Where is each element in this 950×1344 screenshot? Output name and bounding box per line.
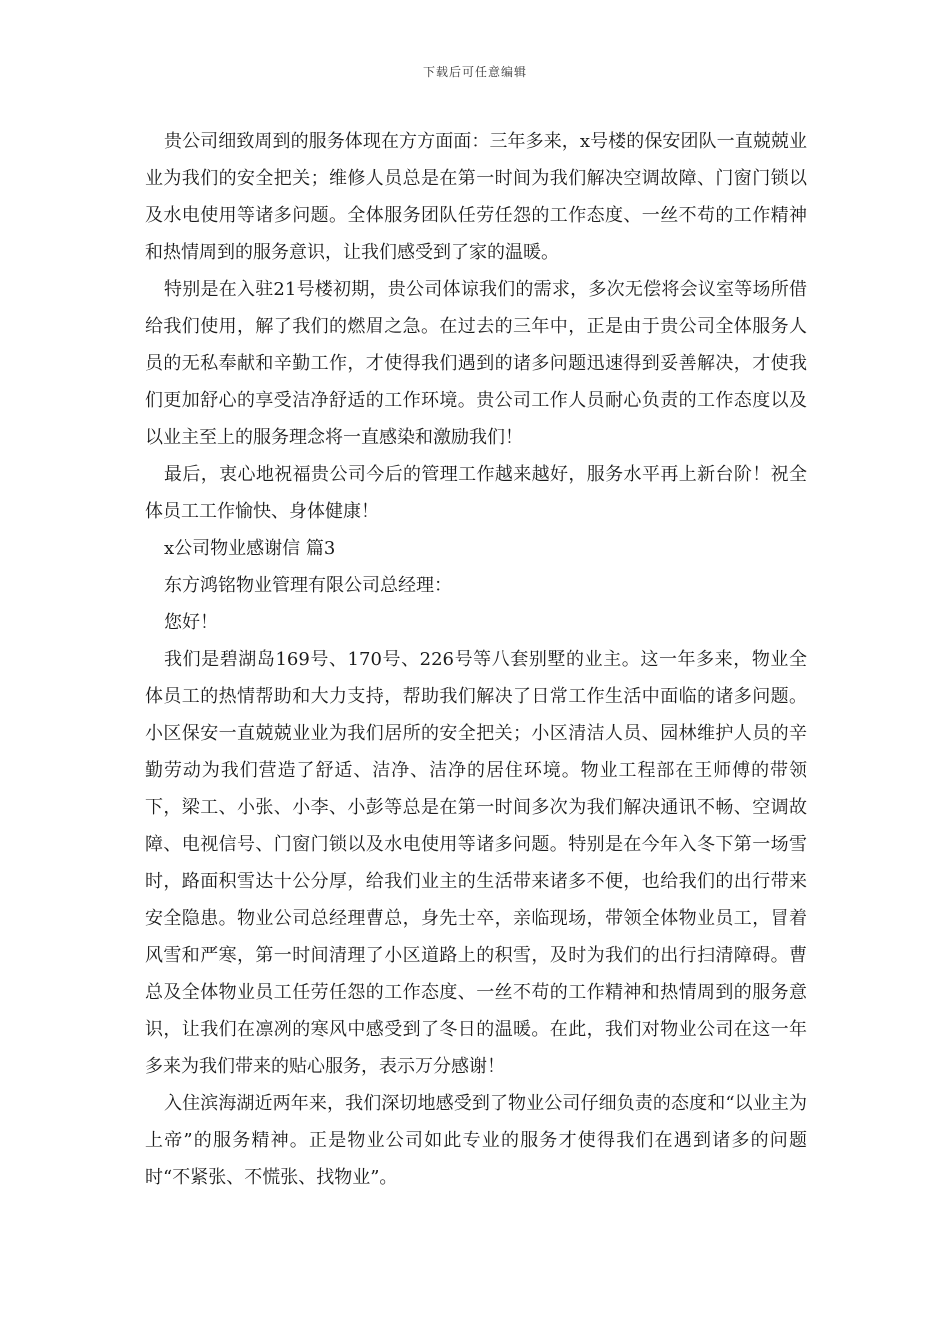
document-body [145, 123, 807, 1196]
paragraph-building-21: 特别是在入驻21号楼初期，贵公司体谅我们的需求，多次无偿将会议室等场所借给我们使用，解了我们的燃眉之急。在过去的三年中，正是由于贵公司全体服务人员的无私奉献和辛勤工作，才使得我们遇到的诸多问题迅速得到妥善解决，才使我们更加舒心的享受洁净舒适的工作环境。贵公司工作人员耐心负责的工作态度以及以业主至上的服务理念将一直感染和激励我们！ [145, 279, 807, 448]
paragraph-binhai-lake: 入住滨海湖近两年来，我们深切地感受到了物业公司仔细负责的态度和“以业主为上帝”的服务精神。正是物业公司如此专业的服务才使得我们在遇到诸多的问题时“不紧张、不慌张、找物业”。 [145, 1093, 807, 1188]
letter-recipient: 东方鸿铭物业管理有限公司总经理： [164, 575, 452, 596]
header-note: 下载后可任意编辑 [422, 65, 527, 79]
section-heading: x公司物业感谢信 篇3 [164, 538, 336, 559]
paragraph-service: 贵公司细致周到的服务体现在方方面面：三年多来，x号楼的保安团队一直兢兢业业为我们的安全把关；维修人员总是在第一时间为我们解决空调故障、门窗门锁以及水电使用等诸多问题。全体服务团队任劳任怨的工作态度、一丝不苟的工作精神和热情周到的服务意识，让我们感受到了家的温暖。 [145, 131, 807, 263]
paragraph-owners: 我们是碧湖岛169号、170号、226号等八套别墅的业主。这一年多来，物业全体员工的热情帮助和大力支持，帮助我们解决了日常工作生活中面临的诸多问题。小区保安一直兢兢业业为我们居所的安全把关；小区清洁人员、园林维护人员的辛勤劳动为我们营造了舒适、洁净、洁净的居住环境。物业工程部在王师傅的带领下，梁工、小张、小李、小彭等总是在第一时间多次为我们解决通讯不畅、空调故障、电视信号、门窗门锁以及水电使用等诸多问题。特别是在今年入冬下第一场雪时，路面积雪达十公分厚，给我们业主的生活带来诸多不便，也给我们的出行带来安全隐患。物业公司总经理曹总，身先士卒，亲临现场，带领全体物业员工，冒着风雪和严寒，第一时间清理了小区道路上的积雪，及时为我们的出行扫清障碍。曹总及全体物业员工任劳任怨的工作态度、一丝不苟的工作精神和热情周到的服务意识，让我们在凛冽的寒风中感受到了冬日的温暖。在此，我们对物业公司在这一年多来为我们带来的贴心服务，表示万分感谢！ [145, 649, 807, 1077]
letter-greeting: 您好！ [164, 612, 218, 633]
paragraph-closing-wishes: 最后，衷心地祝福贵公司今后的管理工作越来越好，服务水平再上新台阶！祝全体员工工作愉快、身体健康！ [145, 464, 807, 522]
